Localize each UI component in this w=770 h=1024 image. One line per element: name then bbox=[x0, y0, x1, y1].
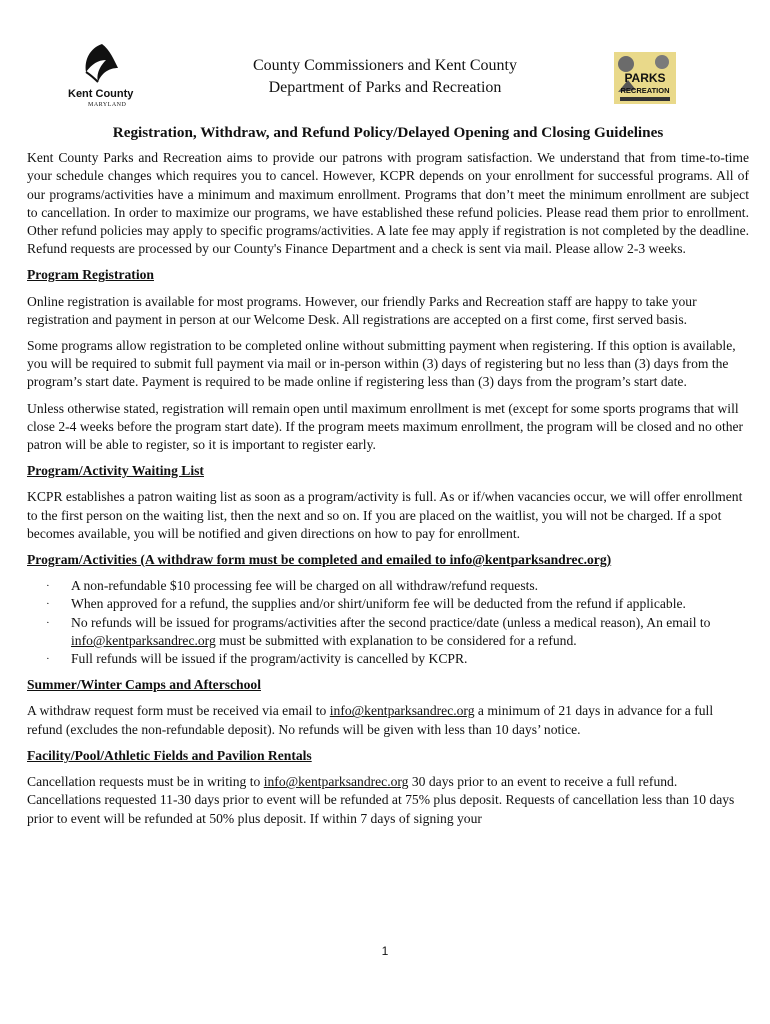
bullet-text-post: must be submitted with explanation to be considered for a refund. bbox=[215, 632, 577, 648]
camps-heading: Summer/Winter Camps and Afterschool bbox=[27, 677, 261, 693]
logo-right-parks: PARKS bbox=[624, 71, 666, 85]
waiting-list-paragraph: KCPR establishes a patron waiting list as soon as a program/activity is full. As or if/when vacancies occur, we will offer enrollment to the first person on the waiting list, then the next and so on. If you are placed on the waitlist, you will not be charged. If a spot becomes available, you will be notified and given directions on how to pay for enrollment. bbox=[27, 489, 743, 541]
rentals-heading: Facility/Pool/Athletic Fields and Pavilion Rentals bbox=[27, 747, 312, 763]
camps-text-pre: A withdraw request form must be received via email to bbox=[27, 703, 330, 719]
bullet-text: A non-refundable $10 processing fee will be charged on all withdraw/refund requests. bbox=[71, 578, 539, 594]
camps-paragraph bbox=[27, 702, 749, 738]
parks-recreation-logo bbox=[614, 52, 676, 104]
header-line-1: County Commissioners and Kent County bbox=[253, 57, 517, 74]
logo-left-subtitle: MARYLAND bbox=[88, 102, 127, 108]
rentals-text-pre: Cancellation requests must be in writing to bbox=[27, 774, 264, 790]
rentals-paragraph bbox=[27, 773, 749, 828]
camps-text-post: a minimum of 21 days in advance for a full refund (excludes the non-refundable deposit). No refunds will be given with less than 10 days’ notice. bbox=[27, 703, 714, 737]
rentals-text-post: 30 days prior to an event to receive a full refund. Cancellations requested 11-30 days prior to event will be refunded at 75% plus deposit. Requests of cancellation less than 10 days prior to event will be refunded at 50% plus deposit. If within 7 days of signing your bbox=[27, 774, 735, 826]
logo-left-title: Kent County bbox=[68, 88, 134, 100]
email-link[interactable]: info@kentparksandrec.org bbox=[329, 703, 475, 719]
bullet-text: Full refunds will be issued if the program/activity is cancelled by KCPR. bbox=[71, 651, 468, 667]
bullet-icon: · bbox=[46, 598, 50, 611]
activities-heading: Program/Activities (A withdraw form must be completed and emailed to info@kentparksandrec.org) bbox=[27, 552, 612, 568]
list-item bbox=[27, 614, 749, 650]
registration-paragraph-1: Online registration is available for most programs. However, our friendly Parks and Recreation staff are happy to take your registration and payment in person at our Welcome Desk. All registrations are accepted on a first come, first served basis. bbox=[27, 293, 697, 327]
intro-paragraph: Kent County Parks and Recreation aims to provide our patrons with program satisfaction. We understand that from time-to-time your schedule changes which requires you to cancel. However, KCPR depends on your enrollment for successful programs. All of our programs/activities have a minimum and maximum enrollment. Programs that don’t meet the minimum enrollment are subject to cancellation. In order to maximize our programs, we have established these refund policies. Please read them prior to enrollment. Other refund policies may apply to specific programs/activities. A late fee may apply if registration is not completed by the deadline. Refund requests are processed by our County's Finance Department and a check is sent via mail. Please allow 2-3 weeks. bbox=[27, 150, 749, 257]
header-line-2: Department of Parks and Recreation bbox=[268, 79, 502, 96]
bullet-icon: · bbox=[46, 580, 50, 593]
page-number: 1 bbox=[381, 944, 389, 958]
email-link[interactable]: info@kentparksandrec.org bbox=[71, 632, 216, 648]
email-link[interactable]: info@kentparksandrec.org bbox=[263, 774, 409, 790]
bullet-text-pre: No refunds will be issued for programs/activities after the second practice/date (unless a medical reason), An email to bbox=[71, 614, 711, 630]
bullet-text: When approved for a refund, the supplies and/or shirt/uniform fee will be deducted from the refund if applicable. bbox=[71, 596, 686, 612]
program-registration-heading: Program Registration bbox=[27, 267, 154, 283]
page-title: Registration, Withdraw, and Refund Policy/Delayed Opening and Closing Guidelines bbox=[112, 124, 664, 141]
activities-bullet-list bbox=[27, 577, 749, 668]
document-body bbox=[27, 124, 749, 836]
bullet-icon: · bbox=[46, 653, 50, 666]
bullet-icon: · bbox=[46, 616, 50, 629]
list-item bbox=[27, 577, 749, 595]
registration-paragraph-3: Unless otherwise stated, registration will remain open until maximum enrollment is met (except for some sports programs that will close 2-4 weeks before the program start date). If the program meets maximum enrollment, the program will be closed and no other patron will be able to register, so it is important to register early. bbox=[27, 400, 744, 453]
registration-paragraph-2: Some programs allow registration to be completed online without submitting payment when registering. If this option is available, you will be required to submit full payment via mail or in-person within (3) days of registering but no less than (3) days from the program’s start date. Payment is required to be made online if registering less than (3) days from the program’s start date. bbox=[27, 338, 736, 390]
list-item bbox=[27, 595, 749, 613]
waiting-list-heading: Program/Activity Waiting List bbox=[27, 463, 204, 479]
logo-right-recreation: RECREATION bbox=[620, 86, 670, 95]
list-item bbox=[27, 650, 749, 668]
